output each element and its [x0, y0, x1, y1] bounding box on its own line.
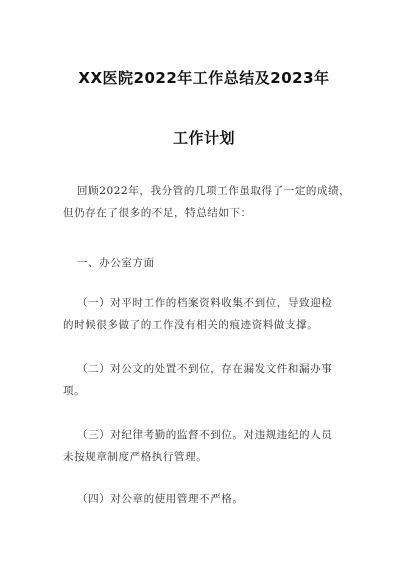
- intro-line1: 回顾2022年，我分管的几项工作虽取得了一定的成绩，: [77, 185, 351, 197]
- section-heading: 一、办公室方面: [77, 257, 155, 269]
- intro-line2: 但仍存在了很多的不足，特总结如下：: [63, 207, 252, 219]
- item-2-line1: （二）对公文的处置不到位，存在漏发文件和漏办事: [77, 363, 333, 375]
- item-3-line1: （三）对纪律考勤的监督不到位。对违规违纪的人员: [77, 429, 333, 441]
- item-2-line2: 项。: [63, 385, 86, 397]
- document-title-line2: 工作计划: [172, 129, 235, 147]
- item-4-line1: （四）对公章的使用管理不严格。: [77, 493, 244, 505]
- item-1-line1: （一）对平时工作的档案资料收集不到位，导致迎检: [77, 297, 333, 309]
- document-title-line1: XX医院2022年工作总结及2023年: [78, 69, 330, 87]
- item-3-line2: 未按规章制度严格执行管理。: [63, 451, 208, 463]
- item-1-line2: 的时候很多做了的工作没有相关的痕迹资料做支撑。: [63, 319, 319, 331]
